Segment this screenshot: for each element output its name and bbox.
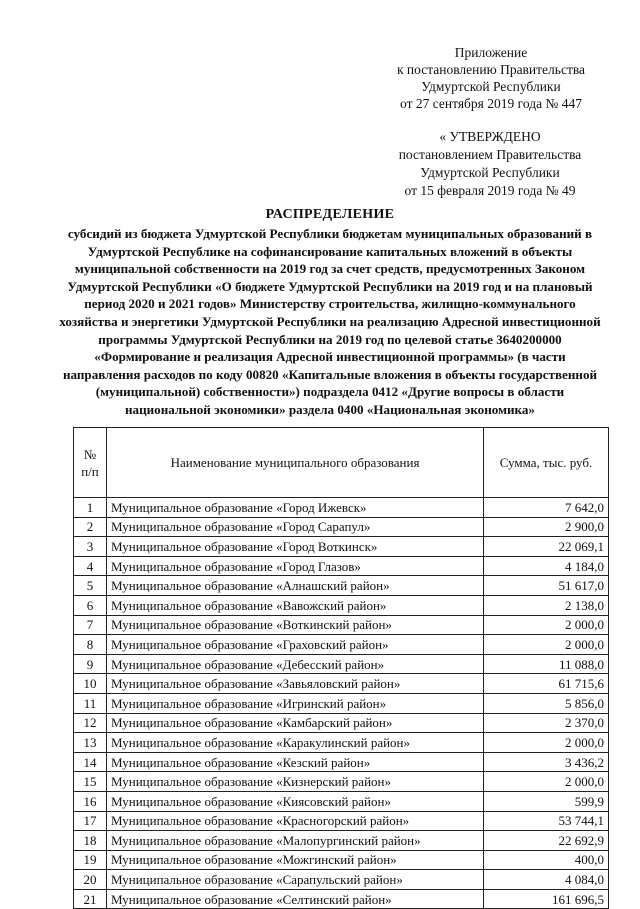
row-municipality: Муниципальное образование «Сарапульский район» <box>107 870 484 890</box>
row-sum: 2 000,0 <box>484 772 609 792</box>
row-sum: 22 692,9 <box>484 831 609 851</box>
row-number: 17 <box>74 811 107 831</box>
row-sum: 11 088,0 <box>484 654 609 674</box>
row-number: 4 <box>74 556 107 576</box>
table-row <box>74 733 609 753</box>
row-number: 11 <box>74 693 107 713</box>
appendix-line: Удмуртской Республики <box>421 79 561 94</box>
row-sum: 5 856,0 <box>484 693 609 713</box>
approved-line: « УТВЕРЖДЕНО <box>439 129 541 144</box>
row-municipality: Муниципальное образование «Камбарский район» <box>107 713 484 733</box>
table-row <box>74 595 609 615</box>
row-sum: 2 370,0 <box>484 713 609 733</box>
table-row <box>74 791 609 811</box>
table-row <box>74 831 609 851</box>
row-sum: 61 715,6 <box>484 674 609 694</box>
row-municipality: Муниципальное образование «Город Ижевск» <box>107 498 484 518</box>
row-sum: 2 138,0 <box>484 595 609 615</box>
row-number: 2 <box>74 517 107 537</box>
row-number: 20 <box>74 870 107 890</box>
table-row <box>74 537 609 557</box>
row-municipality: Муниципальное образование «Каракулинский район» <box>107 733 484 753</box>
table-row <box>74 576 609 596</box>
row-sum: 2 000,0 <box>484 733 609 753</box>
appendix-line: от 27 сентября 2019 года № 447 <box>400 96 582 111</box>
row-municipality: Муниципальное образование «Город Глазов» <box>107 556 484 576</box>
row-municipality: Муниципальное образование «Граховский район» <box>107 635 484 655</box>
row-sum: 2 000,0 <box>484 635 609 655</box>
row-number: 15 <box>74 772 107 792</box>
row-municipality: Муниципальное образование «Воткинский район» <box>107 615 484 635</box>
row-number: 6 <box>74 595 107 615</box>
table-row <box>74 635 609 655</box>
table-row <box>74 674 609 694</box>
row-municipality: Муниципальное образование «Город Сарапул» <box>107 517 484 537</box>
row-number: 10 <box>74 674 107 694</box>
approved-line: постановлением Правительства <box>398 147 582 162</box>
row-municipality: Муниципальное образование «Вавожский район» <box>107 595 484 615</box>
row-municipality: Муниципальное образование «Можгинский район» <box>107 850 484 870</box>
row-number: 1 <box>74 498 107 518</box>
header-name: Наименование муниципального образования <box>107 428 484 498</box>
table-header-row <box>74 428 609 498</box>
appendix-line: к постановлению Правительства <box>396 62 586 77</box>
table-row <box>74 870 609 890</box>
header-number-symbol: № <box>83 446 97 462</box>
row-sum: 2 900,0 <box>484 517 609 537</box>
row-number: 18 <box>74 831 107 851</box>
row-municipality: Муниципальное образование «Завьяловский район» <box>107 674 484 694</box>
approved-line: от 15 февраля 2019 года № 49 <box>404 183 576 198</box>
row-number: 3 <box>74 537 107 557</box>
row-number: 7 <box>74 615 107 635</box>
document-subtitle: субсидий из бюджета Удмуртской Республики бюджетам муниципальных образований в Удмуртской Республике на софинансирование капитальных вложений в объекты муниципальной собственности на 2019 год за счет средств, предусмотренных Законом Удмуртской Республики «О бюджете Удмуртской Республики на 2019 год и на плановый период 2020 и 2021 годов» Министерству строительства, жилищно-коммунального хозяйства и энергетики Удмуртской Республики на реализацию Адресной инвестиционной программы Удмуртской Республики на 2019 год по целевой статье 3640200000 «Формирование и реализация Адресной инвестиционной программы» (в части направления расходов по коду 00820 «Капитальные вложения в объекты государственной (муниципальной) собственности») подраздела 0412 «Другие вопросы в области национальной экономики» раздела 0400 «Национальная экономика» <box>59 226 601 417</box>
row-sum: 161 696,5 <box>484 889 609 909</box>
row-number: 13 <box>74 733 107 753</box>
row-municipality: Муниципальное образование «Алнашский район» <box>107 576 484 596</box>
row-sum: 400,0 <box>484 850 609 870</box>
row-sum: 599,9 <box>484 791 609 811</box>
header-number-abbr: п/п <box>81 463 99 479</box>
row-municipality: Муниципальное образование «Кизнерский район» <box>107 772 484 792</box>
document-title: РАСПРЕДЕЛЕНИЕ <box>265 207 395 222</box>
row-municipality: Муниципальное образование «Игринский район» <box>107 693 484 713</box>
approved-line: Удмуртской Республики <box>420 165 560 180</box>
row-municipality: Муниципальное образование «Кезский район» <box>107 752 484 772</box>
table-row <box>74 498 609 518</box>
table-row <box>74 772 609 792</box>
row-number: 14 <box>74 752 107 772</box>
row-sum: 4 084,0 <box>484 870 609 890</box>
row-sum: 53 744,1 <box>484 811 609 831</box>
table-row <box>74 850 609 870</box>
table-row <box>74 556 609 576</box>
distribution-table <box>73 427 609 909</box>
row-number: 12 <box>74 713 107 733</box>
header-number <box>74 428 107 498</box>
table-row <box>74 713 609 733</box>
row-sum: 2 000,0 <box>484 615 609 635</box>
table-row <box>74 752 609 772</box>
row-number: 19 <box>74 850 107 870</box>
table-row <box>74 889 609 909</box>
table-body <box>74 498 609 909</box>
row-sum: 3 436,2 <box>484 752 609 772</box>
row-number: 9 <box>74 654 107 674</box>
table-row <box>74 654 609 674</box>
row-municipality: Муниципальное образование «Малопургинский район» <box>107 831 484 851</box>
row-municipality: Муниципальное образование «Красногорский район» <box>107 811 484 831</box>
table-row <box>74 615 609 635</box>
row-sum: 4 184,0 <box>484 556 609 576</box>
table-row <box>74 517 609 537</box>
row-number: 16 <box>74 791 107 811</box>
table-row <box>74 811 609 831</box>
row-municipality: Муниципальное образование «Дебесский район» <box>107 654 484 674</box>
approved-stamp-block <box>380 128 600 200</box>
row-municipality: Муниципальное образование «Селтинский район» <box>107 889 484 909</box>
row-municipality: Муниципальное образование «Город Воткинск» <box>107 537 484 557</box>
appendix-line: Приложение <box>454 45 528 60</box>
header-sum: Сумма, тыс. руб. <box>484 428 609 498</box>
appendix-header <box>376 44 606 112</box>
row-number: 8 <box>74 635 107 655</box>
row-sum: 51 617,0 <box>484 576 609 596</box>
row-number: 5 <box>74 576 107 596</box>
table-row <box>74 693 609 713</box>
row-sum: 7 642,0 <box>484 498 609 518</box>
row-municipality: Муниципальное образование «Киясовский район» <box>107 791 484 811</box>
row-number: 21 <box>74 889 107 909</box>
row-sum: 22 069,1 <box>484 537 609 557</box>
